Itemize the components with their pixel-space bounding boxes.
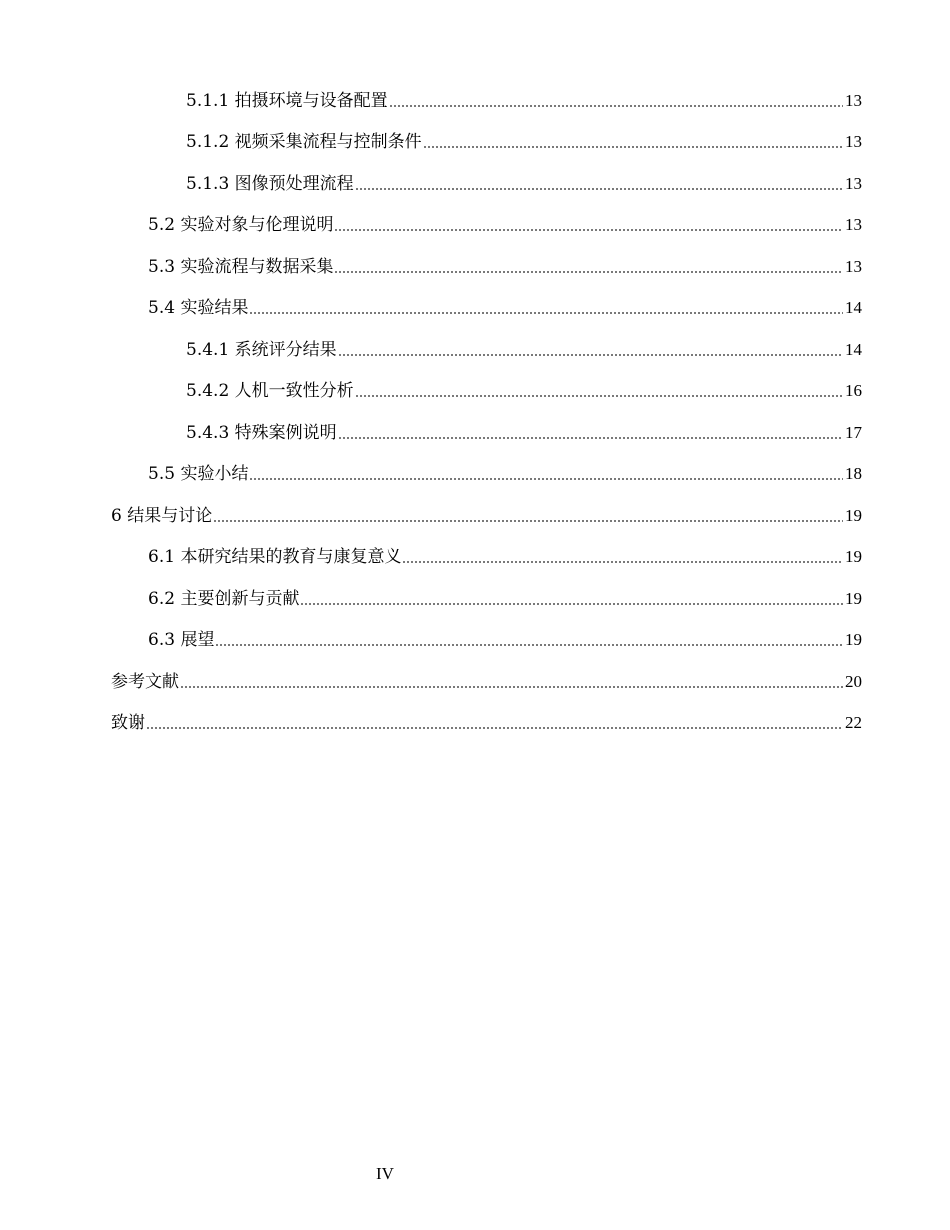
toc-dot-leader	[249, 478, 843, 480]
toc-entry-page: 13	[845, 91, 862, 110]
toc-dot-leader	[215, 644, 843, 646]
toc-dot-leader	[423, 146, 843, 148]
toc-entry-page: 17	[845, 423, 862, 442]
toc-entry-title: 6.3 展望	[148, 630, 215, 650]
toc-dot-leader	[300, 603, 843, 605]
toc-entry-title: 5.1.3 图像预处理流程	[186, 174, 354, 194]
toc-dot-leader	[355, 395, 843, 397]
toc-entry-5-5[interactable]	[0, 461, 862, 485]
toc-entry-5-1-1[interactable]	[0, 88, 862, 112]
toc-entry-page: 13	[845, 215, 862, 234]
toc-entry-5-1-3[interactable]	[0, 171, 862, 195]
toc-entry-page: 13	[845, 132, 862, 151]
toc-entry-title: 5.4 实验结果	[148, 298, 249, 318]
toc-entry-page: 20	[845, 672, 862, 691]
toc-entry-5-4-3[interactable]	[0, 420, 862, 444]
toc-entry-5-4[interactable]	[0, 295, 862, 319]
toc-dot-leader	[389, 105, 843, 107]
toc-entry-6-2[interactable]	[0, 586, 862, 610]
toc-entry-title: 5.5 实验小结	[148, 464, 249, 484]
toc-entry-6-1[interactable]	[0, 544, 862, 568]
toc-entry-title: 6.1 本研究结果的教育与康复意义	[148, 547, 402, 567]
toc-entry-6-3[interactable]	[0, 627, 862, 651]
toc-entry-page: 13	[845, 174, 862, 193]
toc-dot-leader	[249, 312, 843, 314]
toc-entry-page: 14	[845, 340, 862, 359]
toc-entry-title: 参考文献	[111, 672, 179, 692]
toc-entry-title: 5.4.1 系统评分结果	[186, 340, 337, 360]
toc-entry-page: 13	[845, 257, 862, 276]
toc-entry-references[interactable]	[0, 669, 862, 693]
page-number: IV	[376, 1164, 394, 1183]
toc-entry-page: 19	[845, 506, 862, 525]
toc-entry-page: 19	[845, 547, 862, 566]
toc-entry-page: 14	[845, 298, 862, 317]
toc-dot-leader	[334, 271, 843, 273]
toc-dot-leader	[334, 229, 843, 231]
toc-entry-page: 16	[845, 381, 862, 400]
toc-entry-title: 6.2 主要创新与贡献	[148, 589, 300, 609]
toc-dot-leader	[355, 188, 843, 190]
toc-entry-5-2[interactable]	[0, 212, 862, 236]
toc-entry-page: 18	[845, 464, 862, 483]
toc-dot-leader	[146, 727, 843, 729]
toc-entry-title: 5.4.2 人机一致性分析	[186, 381, 354, 401]
toc-entry-5-4-1[interactable]	[0, 337, 862, 361]
toc-entry-title: 6 结果与讨论	[111, 506, 213, 526]
toc-entry-page: 19	[845, 630, 862, 649]
toc-entry-5-4-2[interactable]	[0, 378, 862, 402]
toc-entry-6[interactable]	[0, 503, 862, 527]
toc-entry-title: 5.3 实验流程与数据采集	[148, 257, 334, 277]
toc-entry-page: 22	[845, 713, 862, 732]
toc-entry-title: 5.1.2 视频采集流程与控制条件	[186, 132, 422, 152]
toc-entry-acknowledgements[interactable]	[0, 710, 862, 734]
toc-entry-5-3[interactable]	[0, 254, 862, 278]
toc-entry-5-1-2[interactable]	[0, 129, 862, 153]
toc-dot-leader	[402, 561, 843, 563]
toc-entry-page: 19	[845, 589, 862, 608]
toc-entry-title: 5.4.3 特殊案例说明	[186, 423, 337, 443]
toc-dot-leader	[213, 520, 843, 522]
toc-dot-leader	[180, 686, 843, 688]
toc-entry-title: 5.1.1 拍摄环境与设备配置	[186, 91, 388, 111]
toc-entry-title: 致谢	[111, 713, 145, 733]
toc-dot-leader	[338, 437, 843, 439]
toc-dot-leader	[338, 354, 843, 356]
toc-entry-title: 5.2 实验对象与伦理说明	[148, 215, 334, 235]
